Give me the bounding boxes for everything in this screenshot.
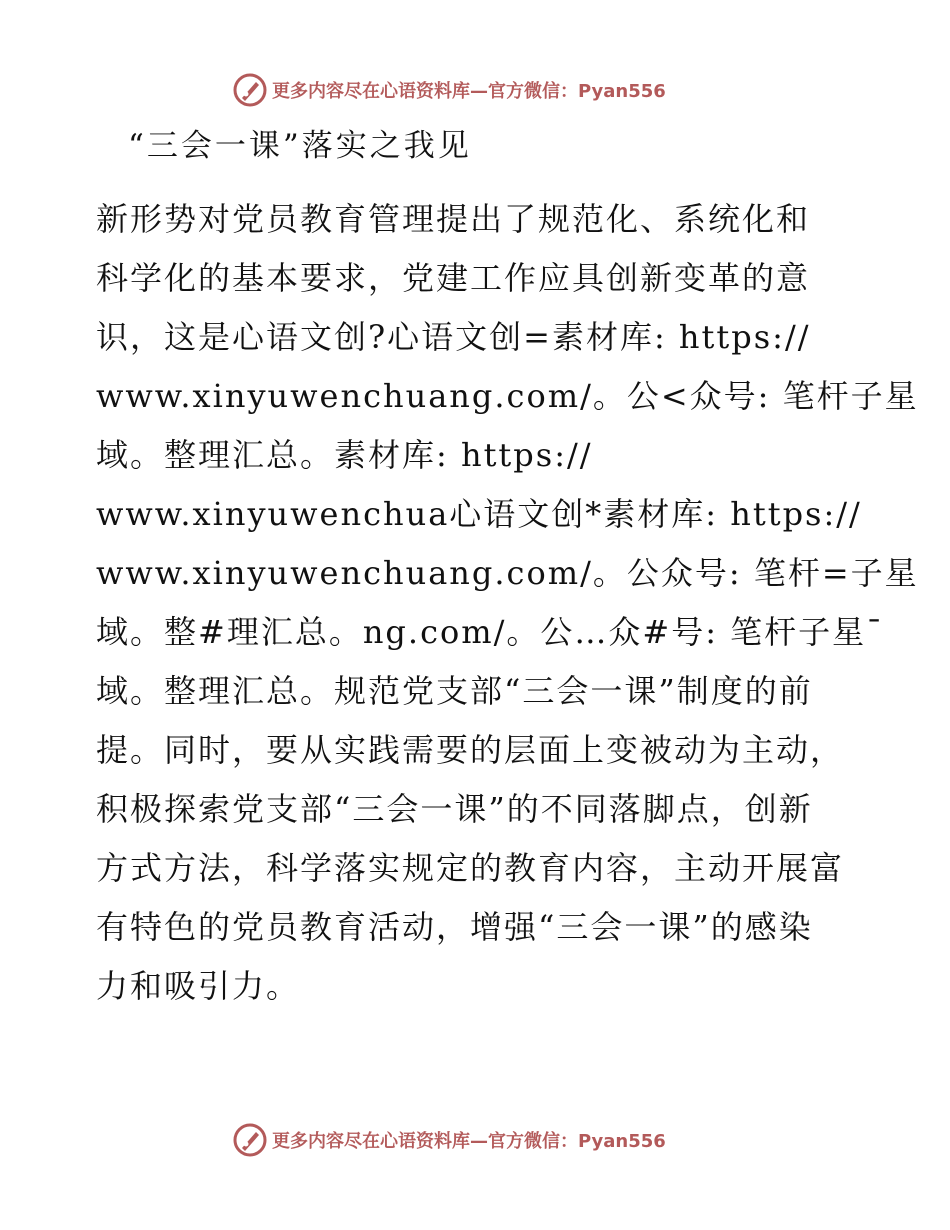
body-line: 方式方法，科学落实规定的教育内容，主动开展富 xyxy=(96,849,845,887)
body-line: 域。整理汇总。素材库: https:// xyxy=(96,436,593,474)
body-line: 域。整理汇总。规范党支部“三会一课”制度的前 xyxy=(96,672,813,710)
body-line: www.xinyuwenchuang.com/。公<众号: 笔杆子星 xyxy=(96,377,919,415)
header-banner-text: 更多内容尽在心语资料库—官方微信：Pyan556 xyxy=(272,81,666,102)
body-line: www.xinyuwenchua心语文创*素材库: https:// xyxy=(96,495,862,533)
body-line: 新形势对党员教育管理提出了规范化、系统化和 xyxy=(96,200,811,238)
body-line: 积极探索党支部“三会一课”的不同落脚点，创新 xyxy=(96,790,813,828)
body-line: 有特色的党员教育活动，增强“三会一课”的感染 xyxy=(96,908,813,946)
header-banner xyxy=(232,72,712,108)
body-line: 提。同时，要从实践需要的层面上变被动为主动， xyxy=(96,731,845,769)
body-line: www.xinyuwenchuang.com/。公众号: 笔杆=子星 xyxy=(96,554,919,592)
pen-circle-logo-icon xyxy=(232,1122,268,1158)
footer-banner xyxy=(232,1122,712,1158)
footer-banner-text: 更多内容尽在心语资料库—官方微信：Pyan556 xyxy=(272,1131,666,1152)
body-line: 力和吸引力。 xyxy=(96,967,301,1005)
body-line: 域。整#理汇总。ng.com/。公…众#号: 笔杆子星¯ xyxy=(96,613,885,651)
body-line: 科学化的基本要求，党建工作应具创新变革的意 xyxy=(96,259,811,297)
pen-circle-logo-icon xyxy=(232,72,268,108)
body-line: 识，这是心语文创?心语文创=素材库: https:// xyxy=(96,318,811,356)
document-title: “三会一课”落实之我见 xyxy=(128,128,472,164)
